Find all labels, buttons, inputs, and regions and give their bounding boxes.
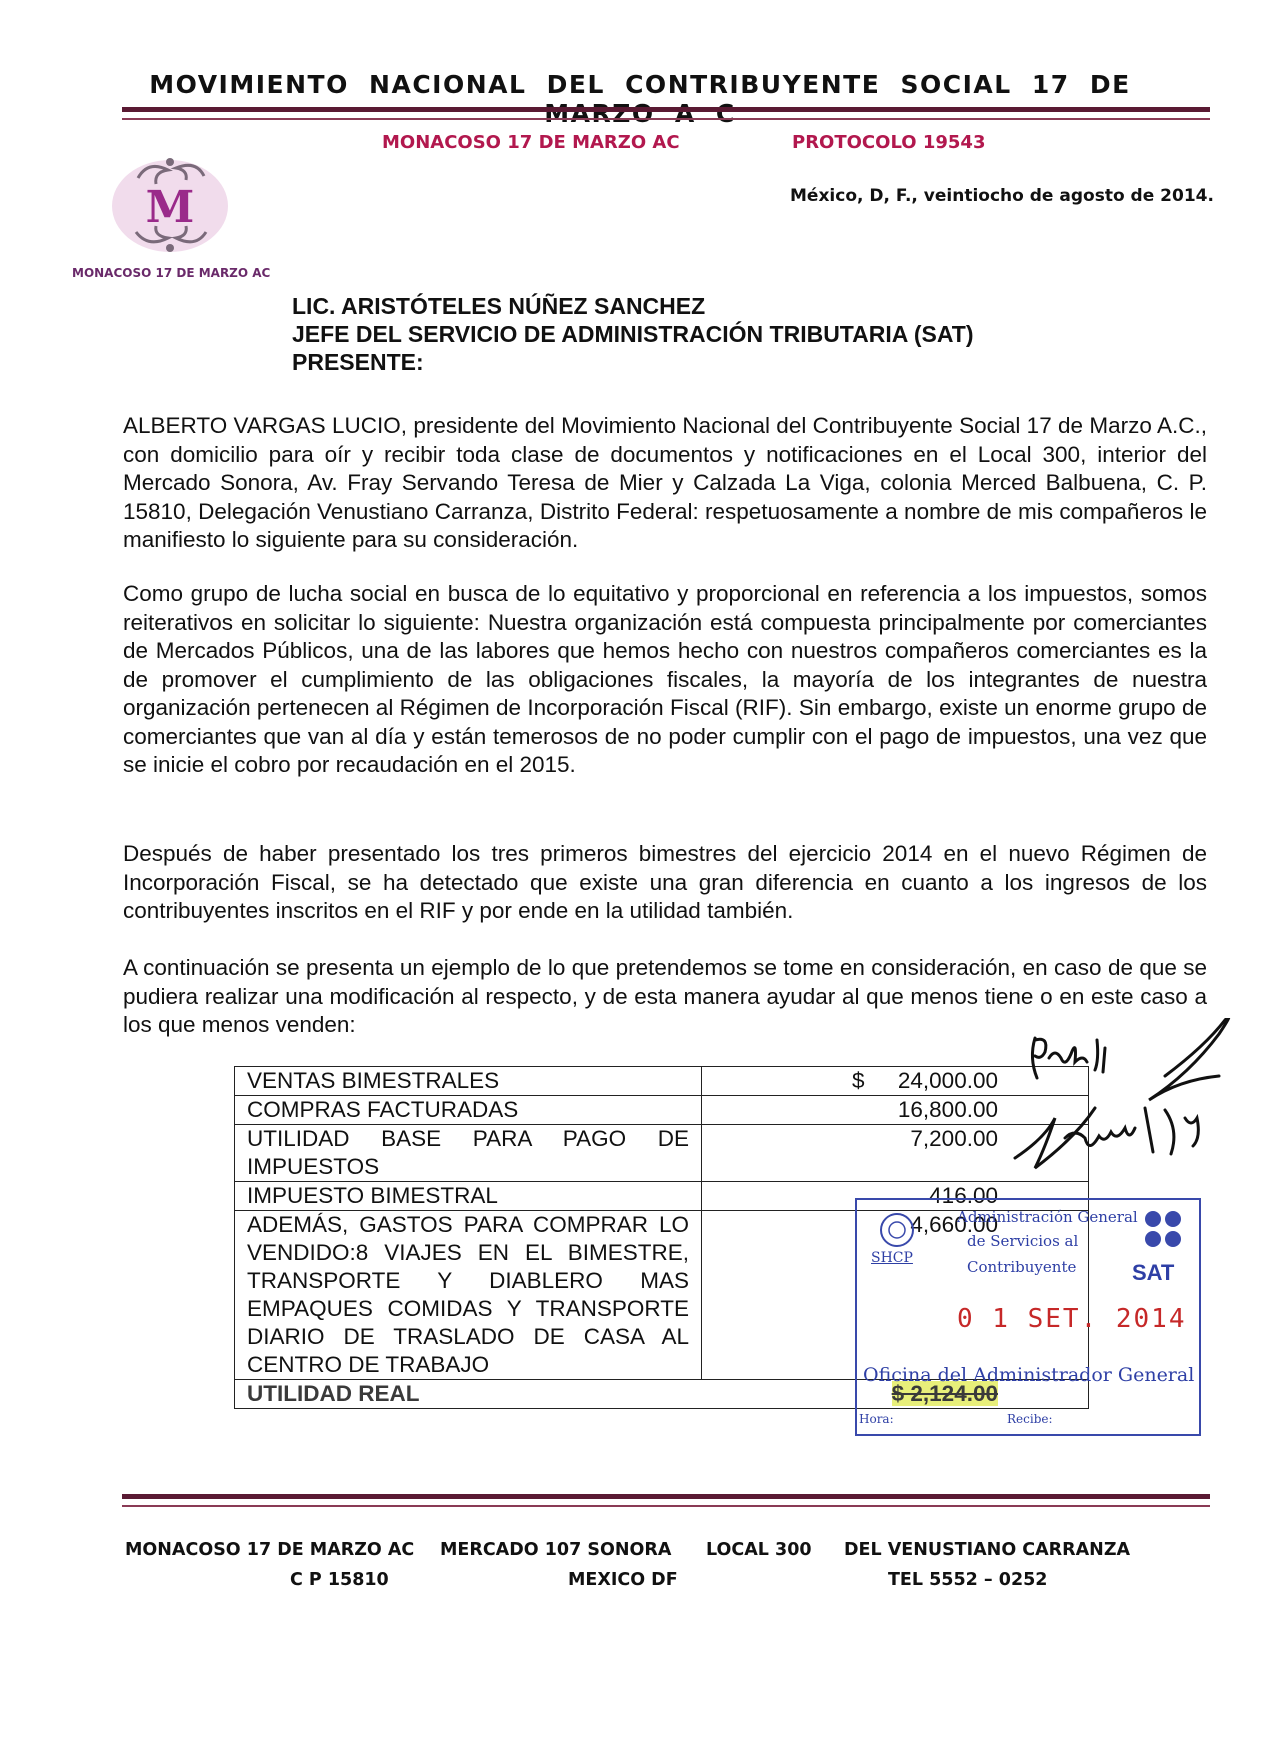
paragraph-introduction: ALBERTO VARGAS LUCIO, presidente del Movimiento Nacional del Contribuyente Social 17 de Marzo A.C., con domicilio para oír y recibir toda clase de documentos y notificaciones en el Local 300, interior del Mercado Sonora, Av. Fray Servando Teresa de Mier y Calzada La Viga, colonia Merced Balbuena, C. P. 15810, Delegación Venustiano Carranza, Distrito Federal: respetuosamente a nombre de mis compañeros le manifiesto lo siguiente para su consideración. [123,413,1207,552]
footer-telephone: TEL 5552 – 0252 [888,1570,1048,1590]
row-amount: $ 24,000.00 [702,1067,1089,1096]
addressee-greeting: PRESENTE: [292,349,424,375]
organization-short-name: MONACOSO 17 DE MARZO AC [382,132,680,153]
shcp-label: SHCP [871,1250,913,1266]
organization-logo [108,148,238,258]
row-amount: 16,800.00 [702,1096,1089,1125]
stamp-line-3: Contribuyente [967,1258,1077,1276]
footer-divider [122,1494,1210,1507]
table-row [235,1125,1089,1182]
stamp-office: Oficina del Administrador General [863,1364,1195,1386]
header-divider [122,107,1210,120]
row-amount: 7,200.00 [702,1125,1089,1182]
logo-letter: M [145,182,195,233]
logo-caption: MONACOSO 17 DE MARZO AC [72,266,271,280]
stamp-line-2: de Servicios al [967,1232,1079,1250]
footer-market: MERCADO 107 SONORA [440,1540,672,1560]
footer-postal-code: C P 15810 [290,1570,389,1590]
total-label: UTILIDAD REAL [235,1380,702,1409]
place-and-date: México, D, F., veintiocho de agosto de 2014. [790,186,1214,206]
footer-local: LOCAL 300 [706,1540,812,1560]
paragraph-proposal: A continuación se presenta un ejemplo de lo que pretendemos se tome en consideración, en caso de que se pudiera realizar una modificación al respecto, y de esta manera ayudar al que menos tiene o en este caso a los que menos venden: [123,955,1207,1037]
paragraph-findings: Después de haber presentado los tres primeros bimestres del ejercicio 2014 en el nuevo Régimen de Incorporación Fiscal, se ha detectado que existe una gran diferencia en cuanto a los ingresos de los contribuyentes inscritos en el RIF y por ende en la utilidad también. [123,841,1207,923]
currency-symbol: $ [852,1068,865,1093]
stamp-recibe-label: Recibe: [1007,1412,1053,1426]
protocol-number: PROTOCOLO 19543 [792,132,986,153]
row-label: COMPRAS FACTURADAS [235,1096,702,1125]
organization-title: MOVIMIENTO NACIONAL DEL CONTRIBUYENTE SOCIAL 17 DE MARZO A C [149,70,1131,128]
paragraph-context: Como grupo de lucha social en busca de lo equitativo y proporcional en referencia a los impuestos, somos reiterativos en solicitar lo siguiente: Nuestra organización está compuesta principalmente por comerciantes de Mercados Públicos, una de las labores que hemos hecho con nuestros compañeros comerciantes es la de promover el cumplimiento de las obligaciones fiscales, la mayoría de los integrantes de nuestra organización pertenecen al Régimen de Incorporación Fiscal (RIF). Sin embargo, existe un enorme grupo de comerciantes que van al día y están temerosos de no poder cumplir con el pago de impuestos, una vez que se inicie el cobro por recaudación en el 2015. [123,581,1207,777]
sat-logo-icon [1142,1208,1186,1252]
row-label: ADEMÁS, GASTOS PARA COMPRAR LO VENDIDO:8 VIAJES EN EL BIMESTRE, TRANSPORTE Y DIABLERO MAS EMPAQUES COMIDAS Y TRANSPORTE DIARIO DE TRASLADO DE CASA AL CENTRO DE TRABAJO [235,1211,702,1380]
row-amount: 416.00 [702,1182,1089,1211]
shcp-seal-icon [877,1212,917,1248]
footer-delegation: DEL VENUSTIANO CARRANZA [844,1540,1131,1560]
handwritten-signature [1005,1018,1267,1178]
row-amount: 4,660.00 [702,1211,1089,1380]
footer-city: MEXICO DF [568,1570,678,1590]
row-label: UTILIDAD BASE PARA PAGO DE IMPUESTOS [235,1125,702,1182]
reception-stamp [855,1198,1201,1436]
row-label: VENTAS BIMESTRALES [235,1067,702,1096]
addressee-name: LIC. ARISTÓTELES NÚÑEZ SANCHEZ [292,293,706,319]
addressee-block [292,292,974,376]
footer-organization: MONACOSO 17 DE MARZO AC [125,1540,415,1560]
total-amount: $ 2,124.00 [702,1380,1089,1409]
sat-label: SAT [1132,1260,1175,1285]
stamp-line-1: Administración General [957,1208,1138,1226]
table-row [235,1067,1089,1096]
row-label: IMPUESTO BIMESTRAL [235,1182,702,1211]
addressee-position: JEFE DEL SERVICIO DE ADMINISTRACIÓN TRIBUTARIA (SAT) [292,321,974,347]
stamp-hora-label: Hora: [859,1412,894,1426]
stamp-date: 0 1 SET. 2014 [957,1304,1187,1334]
table-row [235,1096,1089,1125]
